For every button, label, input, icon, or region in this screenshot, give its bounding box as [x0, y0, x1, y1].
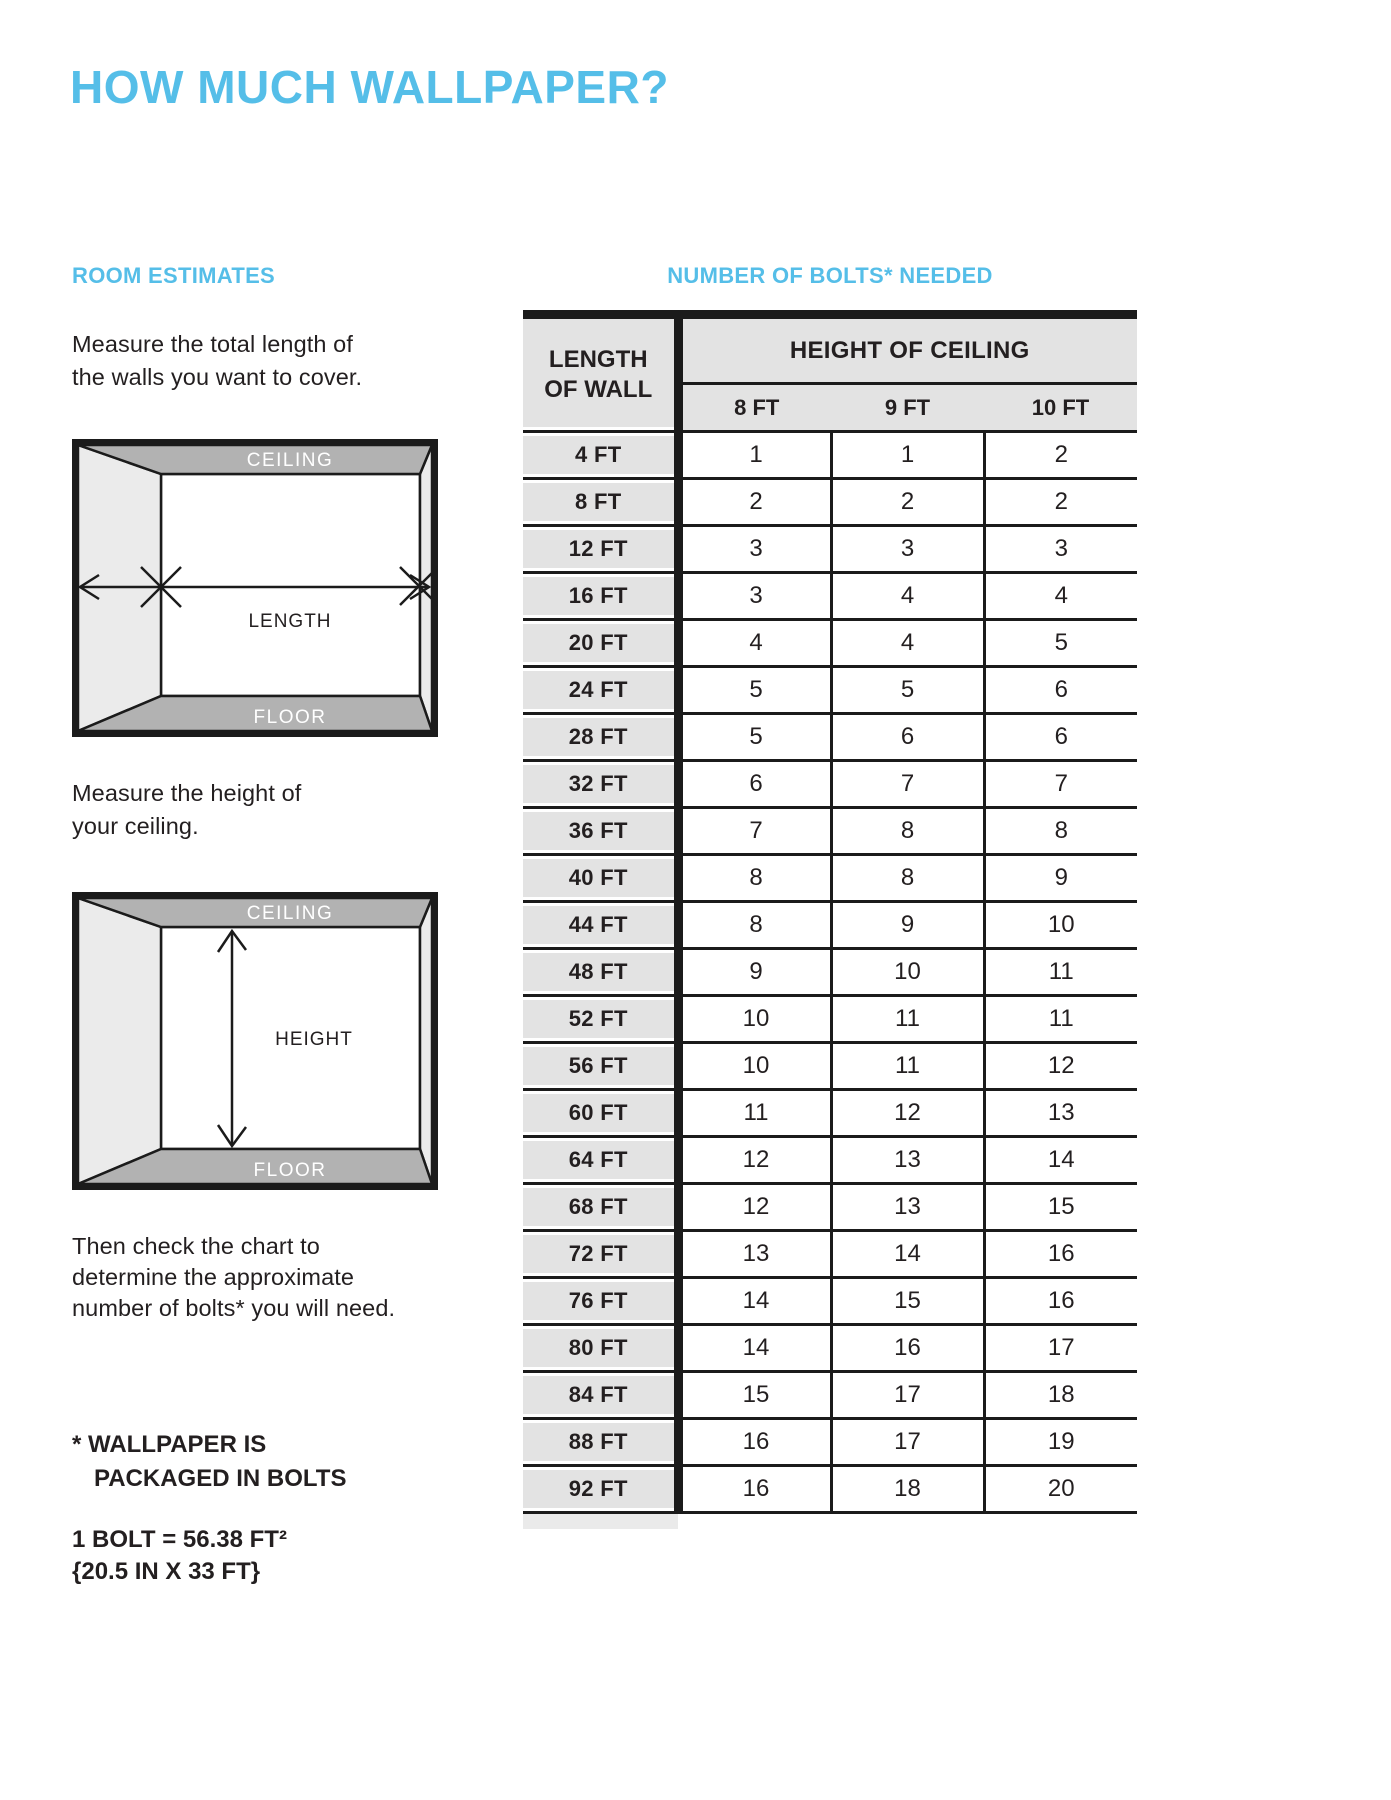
footnote-line: * WALLPAPER IS: [72, 1431, 267, 1458]
bolt-count-cell: 5: [678, 714, 831, 761]
bolt-count-cell: 9: [831, 902, 984, 949]
table-row: [523, 1419, 1137, 1466]
table-row: [523, 855, 1137, 902]
column-header-10ft: 10 FT: [984, 384, 1137, 432]
row-group-header: [523, 315, 678, 432]
length-label: LENGTH: [248, 611, 332, 632]
row-length-label: 84 FT: [523, 1372, 678, 1419]
column-header-9ft: 9 FT: [831, 384, 984, 432]
step3-text: [72, 1231, 395, 1324]
bolt-count-cell: 6: [984, 667, 1137, 714]
row-length-label: 76 FT: [523, 1278, 678, 1325]
bolt-count-cell: 13: [678, 1231, 831, 1278]
table-row: [523, 996, 1137, 1043]
bolt-count-cell: 2: [678, 479, 831, 526]
bolt-count-cell: 11: [984, 996, 1137, 1043]
ceiling-label: CEILING: [246, 903, 334, 924]
bolt-count-cell: 13: [831, 1184, 984, 1231]
bolts-table-heading: NUMBER OF BOLTS* NEEDED: [667, 263, 993, 288]
bolt-count-cell: 20: [984, 1466, 1137, 1513]
bolt-count-cell: 2: [984, 479, 1137, 526]
bolt-count-cell: 3: [831, 526, 984, 573]
bolt-count-cell: 16: [678, 1466, 831, 1513]
row-length-label: 56 FT: [523, 1043, 678, 1090]
row-length-label: 28 FT: [523, 714, 678, 761]
step3-line: determine the approximate: [72, 1264, 355, 1290]
bolt-count-cell: 10: [984, 902, 1137, 949]
row-length-label: 52 FT: [523, 996, 678, 1043]
bolt-count-cell: 7: [831, 761, 984, 808]
footnote-line: PACKAGED IN BOLTS: [94, 1465, 347, 1492]
row-length-label: 44 FT: [523, 902, 678, 949]
row-length-label: 68 FT: [523, 1184, 678, 1231]
table-row: [523, 1231, 1137, 1278]
bolt-count-cell: 11: [831, 996, 984, 1043]
step1-text: [72, 328, 362, 394]
table-row: [523, 526, 1137, 573]
bolt-count-cell: 16: [831, 1325, 984, 1372]
bolt-count-cell: 5: [831, 667, 984, 714]
bolt-count-cell: 18: [831, 1466, 984, 1513]
bolt-count-cell: 12: [678, 1184, 831, 1231]
column-group-header: HEIGHT OF CEILING: [678, 315, 1137, 384]
row-length-label: 60 FT: [523, 1090, 678, 1137]
table-row: [523, 479, 1137, 526]
table-row: [523, 808, 1137, 855]
row-length-label: 4 FT: [523, 432, 678, 479]
bolt-count-cell: 10: [678, 1043, 831, 1090]
row-length-label: 20 FT: [523, 620, 678, 667]
table-row: [523, 620, 1137, 667]
bolt-count-cell: 4: [831, 573, 984, 620]
bolt-count-cell: 18: [984, 1372, 1137, 1419]
bolt-count-cell: 17: [984, 1325, 1137, 1372]
step1-line: the walls you want to cover.: [72, 364, 363, 390]
table-row: [523, 667, 1137, 714]
bolt-count-cell: 6: [831, 714, 984, 761]
table-row: [523, 949, 1137, 996]
table-row: [523, 1278, 1137, 1325]
bolt-count-cell: 4: [678, 620, 831, 667]
bolt-count-cell: 4: [984, 573, 1137, 620]
bolt-count-cell: 14: [831, 1231, 984, 1278]
bolt-count-cell: 12: [831, 1090, 984, 1137]
bolt-count-cell: 10: [678, 996, 831, 1043]
bolt-count-cell: 16: [984, 1278, 1137, 1325]
right-wall: [420, 898, 432, 1184]
bolt-size-info: [72, 1524, 287, 1588]
bolt-count-cell: 5: [984, 620, 1137, 667]
bolt-count-cell: 13: [831, 1137, 984, 1184]
bolt-count-cell: 14: [984, 1137, 1137, 1184]
bolt-count-cell: 15: [984, 1184, 1137, 1231]
step2-line: your ceiling.: [72, 813, 199, 839]
ceiling-height-diagram: [72, 892, 438, 1190]
bolt-count-cell: 3: [984, 526, 1137, 573]
bolt-table-body: [523, 432, 1137, 1513]
height-label: HEIGHT: [275, 1029, 353, 1050]
step3-line: number of bolts* you will need.: [72, 1295, 396, 1321]
back-wall: [161, 474, 420, 696]
bolt-count-cell: 14: [678, 1325, 831, 1372]
bolt-info-line: {20.5 IN X 33 FT}: [72, 1558, 261, 1585]
room-length-diagram: [72, 439, 438, 737]
bolt-count-cell: 2: [831, 479, 984, 526]
table-row: [523, 1372, 1137, 1419]
table-row: [523, 432, 1137, 479]
column-header-8ft: 8 FT: [678, 384, 831, 432]
row-length-label: 16 FT: [523, 573, 678, 620]
bolt-count-cell: 7: [984, 761, 1137, 808]
bolt-count-cell: 16: [678, 1419, 831, 1466]
bolt-count-cell: 4: [831, 620, 984, 667]
bolt-count-cell: 1: [678, 432, 831, 479]
bolt-count-cell: 7: [678, 808, 831, 855]
bolt-count-cell: 6: [984, 714, 1137, 761]
table-row: [523, 1090, 1137, 1137]
bolt-count-cell: 12: [678, 1137, 831, 1184]
bolts-footnote: [72, 1428, 346, 1496]
bolt-count-cell: 9: [984, 855, 1137, 902]
page-title: HOW MUCH WALLPAPER?: [70, 61, 669, 113]
table-row: [523, 1184, 1137, 1231]
table-footer-stub: [523, 1514, 678, 1529]
bolt-count-cell: 17: [831, 1372, 984, 1419]
bolt-count-cell: 2: [984, 432, 1137, 479]
row-length-label: 48 FT: [523, 949, 678, 996]
bolt-count-cell: 15: [831, 1278, 984, 1325]
bolt-count-cell: 11: [831, 1043, 984, 1090]
step1-line: Measure the total length of: [72, 331, 353, 357]
table-row: [523, 761, 1137, 808]
bolt-count-cell: 8: [678, 855, 831, 902]
bolts-table-section: [523, 310, 1137, 1529]
table-row: [523, 714, 1137, 761]
bolt-count-cell: 6: [678, 761, 831, 808]
step2-text: [72, 777, 301, 843]
bolt-count-cell: 8: [831, 808, 984, 855]
row-length-label: 72 FT: [523, 1231, 678, 1278]
left-wall: [78, 898, 161, 1184]
table-row: [523, 902, 1137, 949]
row-length-label: 80 FT: [523, 1325, 678, 1372]
row-length-label: 88 FT: [523, 1419, 678, 1466]
bolt-count-cell: 16: [984, 1231, 1137, 1278]
bolt-count-cell: 8: [831, 855, 984, 902]
floor-label: FLOOR: [253, 1160, 327, 1181]
table-row: [523, 1137, 1137, 1184]
row-header-line: OF WALL: [544, 375, 653, 403]
row-length-label: 36 FT: [523, 808, 678, 855]
ceiling-label: CEILING: [246, 450, 334, 471]
bolts-table: [523, 310, 1137, 1514]
bolt-count-cell: 11: [984, 949, 1137, 996]
bolt-count-cell: 1: [831, 432, 984, 479]
bolt-count-cell: 5: [678, 667, 831, 714]
bolt-count-cell: 8: [678, 902, 831, 949]
bolt-count-cell: 13: [984, 1090, 1137, 1137]
table-row: [523, 1466, 1137, 1513]
bolt-count-cell: 3: [678, 573, 831, 620]
bolt-count-cell: 3: [678, 526, 831, 573]
table-row: [523, 1325, 1137, 1372]
row-length-label: 64 FT: [523, 1137, 678, 1184]
row-length-label: 8 FT: [523, 479, 678, 526]
row-header-line: LENGTH: [548, 345, 648, 373]
bolt-count-cell: 15: [678, 1372, 831, 1419]
table-header-row: [523, 315, 1137, 384]
bolt-info-line: 1 BOLT = 56.38 FT²: [72, 1526, 287, 1553]
row-length-label: 12 FT: [523, 526, 678, 573]
step3-line: Then check the chart to: [72, 1233, 320, 1259]
room-estimates-heading: ROOM ESTIMATES: [72, 263, 276, 288]
table-row: [523, 1043, 1137, 1090]
row-length-label: 92 FT: [523, 1466, 678, 1513]
bolt-count-cell: 12: [984, 1043, 1137, 1090]
table-row: [523, 573, 1137, 620]
bolt-count-cell: 19: [984, 1419, 1137, 1466]
bolt-count-cell: 14: [678, 1278, 831, 1325]
floor-label: FLOOR: [253, 707, 327, 728]
step2-line: Measure the height of: [72, 780, 302, 806]
bolt-count-cell: 11: [678, 1090, 831, 1137]
row-length-label: 40 FT: [523, 855, 678, 902]
row-length-label: 24 FT: [523, 667, 678, 714]
bolt-count-cell: 17: [831, 1419, 984, 1466]
bolt-count-cell: 9: [678, 949, 831, 996]
row-length-label: 32 FT: [523, 761, 678, 808]
bolt-count-cell: 10: [831, 949, 984, 996]
bolt-count-cell: 8: [984, 808, 1137, 855]
